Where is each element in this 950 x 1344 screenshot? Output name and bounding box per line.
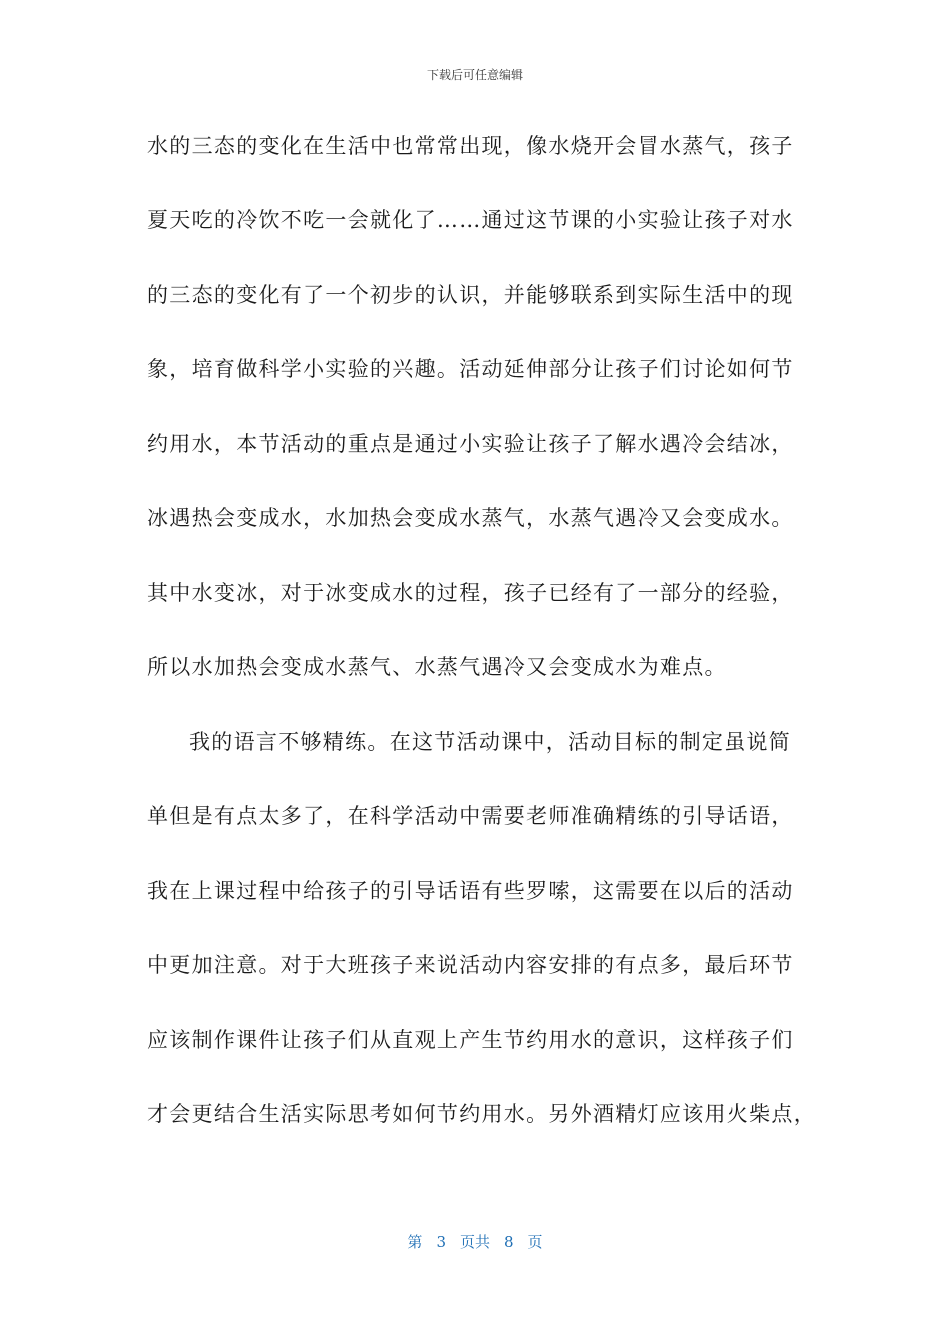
text-line: 才会更结合生活实际思考如何节约用水。另外酒精灯应该用火柴点， [147,1102,816,1126]
page-of-label: 页共 [459,1233,490,1251]
paragraph-first-line: 我的语言不够精练。在这节活动课中，活动目标的制定虽说简 [189,730,792,754]
text-line: 我在上课过程中给孩子的引导话语有些罗嗦，这需要在以后的活动 [147,879,794,903]
text-line: 冰遇热会变成水，水加热会变成水蒸气，水蒸气遇冷又会变成水。 [147,506,794,530]
total-pages: 8 [504,1233,514,1251]
text-line: 水的三态的变化在生活中也常常出现，像水烧开会冒水蒸气，孩子 [147,134,794,158]
page-header: 下载后可任意编辑 [426,68,523,82]
text-line: 中更加注意。对于大班孩子来说活动内容安排的有点多，最后环节 [147,953,794,977]
text-line: 单但是有点太多了，在科学活动中需要老师准确精练的引导话语， [147,804,794,828]
text-line: 的三态的变化有了一个初步的认识，并能够联系到实际生活中的现 [147,283,794,307]
text-line: 约用水，本节活动的重点是通过小实验让孩子了解水遇冷会结冰， [147,432,794,456]
page-suffix: 页 [527,1233,543,1251]
text-line: 应该制作课件让孩子们从直观上产生节约用水的意识，这样孩子们 [147,1028,794,1052]
text-line: 其中水变冰，对于冰变成水的过程，孩子已经有了一部分的经验， [147,581,794,605]
text-line: 象，培育做科学小实验的兴趣。活动延伸部分让孩子们讨论如何节 [147,357,794,381]
page-number: 3 [436,1233,446,1251]
page-footer [0,1231,950,1252]
text-line: 所以水加热会变成水蒸气、水蒸气遇冷又会变成水为难点。 [147,655,727,679]
text-line: 夏天吃的冷饮不吃一会就化了……通过这节课的小实验让孩子对水 [147,208,794,232]
page-label: 第 [407,1233,423,1251]
